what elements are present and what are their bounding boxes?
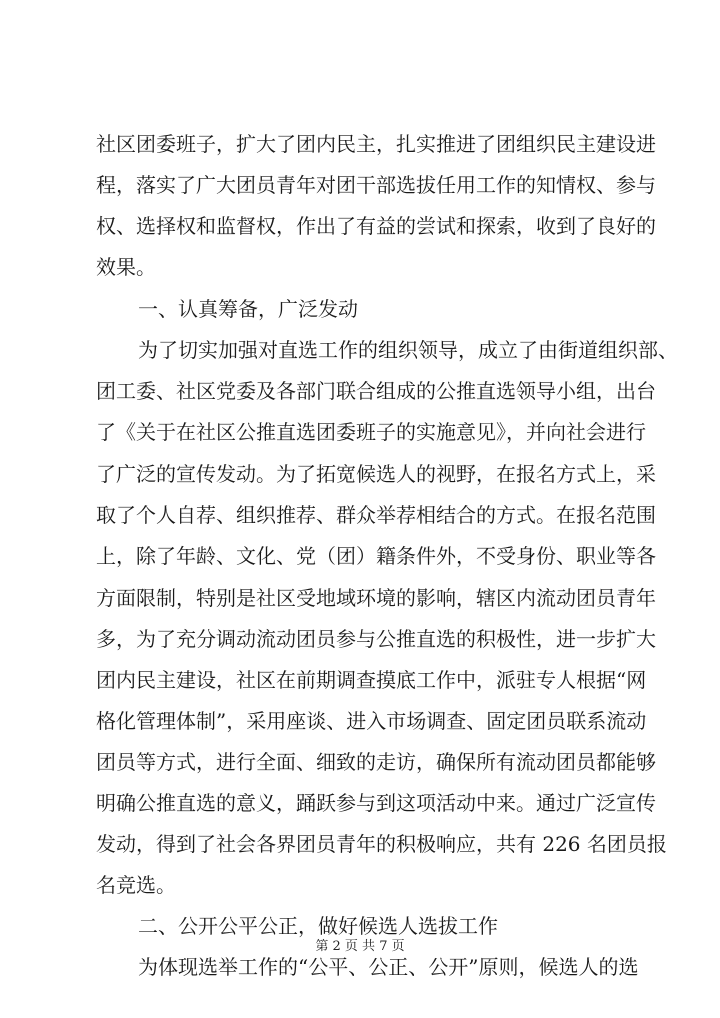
paragraph-line: 为了切实加强对直选工作的组织领导，成立了由街道组织部、 xyxy=(138,338,678,362)
paragraph-line: 程，落实了广大团员青年对团干部选拔任用工作的知情权、参与 xyxy=(96,173,656,197)
paragraph-line: 名竞选。 xyxy=(96,873,176,897)
page-number-footer: 第 2 页 共 7 页 xyxy=(315,939,405,954)
paragraph-line: 发动，得到了社会各界团员青年的积极响应，共有 226 名团员报 xyxy=(96,832,667,856)
paragraph-line: 取了个人自荐、组织推荐、群众举荐相结合的方式。在报名范围 xyxy=(96,503,656,527)
paragraph-line: 明确公推直选的意义，踊跃参与到这项活动中来。通过广泛宣传 xyxy=(96,791,656,815)
paragraph-line: 团员等方式，进行全面、细致的走访，确保所有流动团员都能够 xyxy=(96,750,656,774)
paragraph-line: 效果。 xyxy=(96,255,156,279)
paragraph-line: 上，除了年龄、文化、党（团）籍条件外，不受身份、职业等各 xyxy=(96,544,656,568)
paragraph-line: 为体现选举工作的“公平、公正、公开”原则，候选人的选 xyxy=(138,955,639,979)
paragraph-line: 了《关于在社区公推直选团委班子的实施意见》，并向社会进行 xyxy=(96,420,646,444)
paragraph-line: 团内民主建设，社区在前期调查摸底工作中，派驻专人根据“网 xyxy=(96,668,647,692)
paragraph-line: 了广泛的宣传发动。为了拓宽候选人的视野，在报名方式上，采 xyxy=(96,462,656,486)
paragraph-line: 权、选择权和监督权，作出了有益的尝试和探索，收到了良好的 xyxy=(96,214,656,238)
paragraph-line: 社区团委班子，扩大了团内民主，扎实推进了团组织民主建设进 xyxy=(96,132,656,156)
section-heading: 一、认真筹备，广泛发动 xyxy=(138,297,358,321)
paragraph-line: 格化管理体制”，采用座谈、进入市场调查、固定团员联系流动 xyxy=(96,709,647,733)
paragraph-line: 团工委、社区党委及各部门联合组成的公推直选领导小组，出台 xyxy=(96,379,656,403)
paragraph-line: 多，为了充分调动流动团员参与公推直选的积极性，进一步扩大 xyxy=(96,627,656,651)
section-heading: 二、公开公平公正，做好候选人选拔工作 xyxy=(138,914,498,938)
paragraph-line: 方面限制，特别是社区受地域环境的影响，辖区内流动团员青年 xyxy=(96,586,656,610)
